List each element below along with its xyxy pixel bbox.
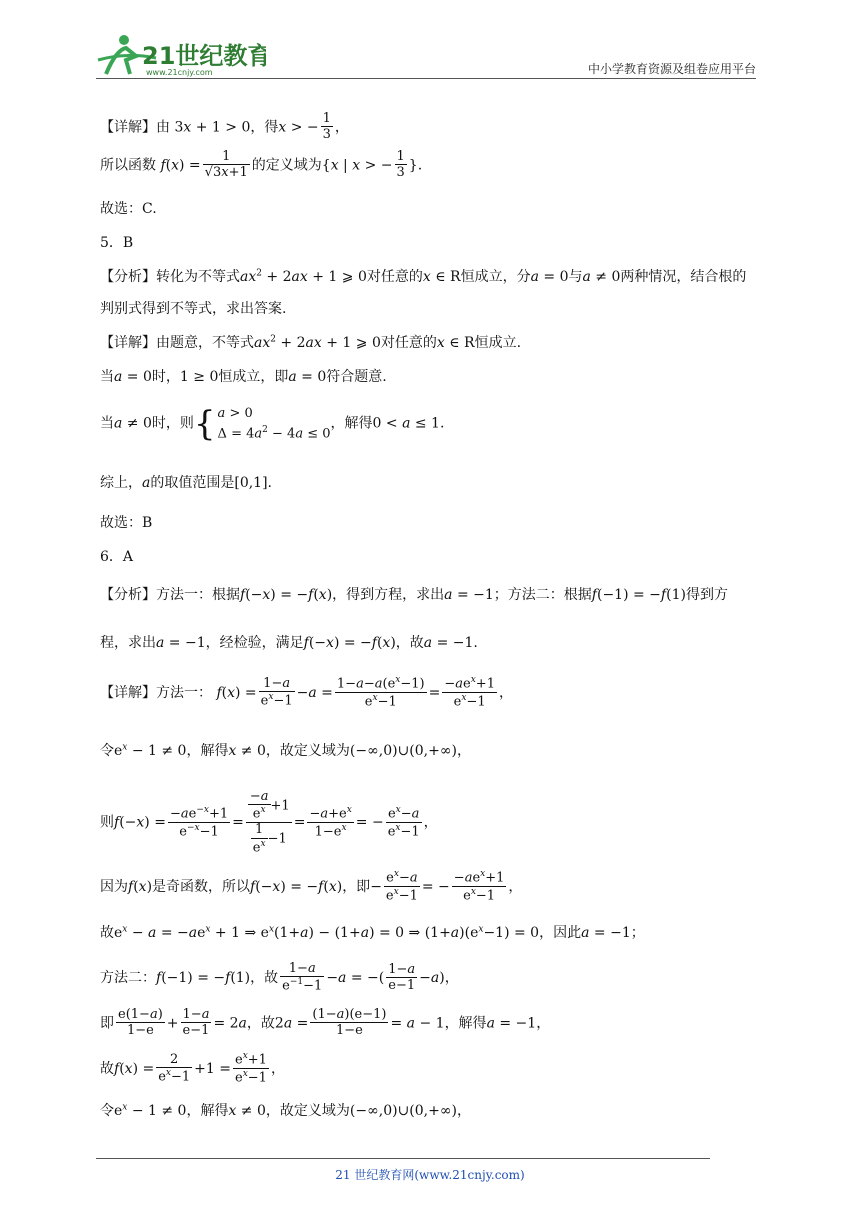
q6-f-neg-x: 则f(−x) = $\frac{-ae^{-x}+1}{e^{-x}-1}$ = $\frac{-a}{e^x}$ +1 $\frac{1}{e^x}$ −1 = $\frac{-a+e^x}{1-e^x}$ = − $\frac{e^x-a}{e^x-1}$ ， (100, 789, 438, 855)
q5-case-1: 当a = 0时，1 ≥ 0恒成立，即a = 0符合题意. (100, 369, 387, 385)
q6-analysis-line-1: 【分析】方法一：根据f(−x) = −f(x)，得到方程，求出a = −1；方法二：根据f(−1) = −f(1)得到方 (100, 587, 728, 603)
header-divider (96, 78, 756, 79)
site-logo (96, 30, 266, 78)
q6-equation: 即 $\frac{e(1-a)}{1-e}$ + $\frac{1-a}{e-1}$ = 2a，故2a = $\frac{(1-a)(e-1)}{1-e}$ = a − 1，解得a = −1， (100, 1007, 551, 1039)
svg-text:www.21cnjy.com: www.21cnjy.com (146, 68, 213, 77)
q6-method-1: 【详解】方法一： f(x) = $\frac{1-a}{e^x-1}$ −a = $\frac{1-a-a(e^x-1)}{e^x-1}$ = $\frac{-ae^x+1}{e^x-1}$ ， (100, 675, 513, 709)
footer-divider (96, 1158, 710, 1159)
q6-domain-1: 令$e^x - 1 \ne 0$，解得x ≠ 0，故定义域为(−∞,0)∪(0,+∞)， (100, 742, 471, 759)
choice-line-4: 故选：C. (100, 201, 157, 217)
q5-analysis-line-1: 【分析】转化为不等式$ax^2 + 2ax + 1$ ⩾ 0对任意的x ∈ R恒成立，分a = 0与a ≠ 0两种情况，结合根的 (100, 268, 747, 285)
q5-analysis-line-2: 判别式得到不等式，求出答案. (100, 301, 287, 317)
question-6-number: 6．A (100, 549, 134, 565)
q5-choice: 故选：B (100, 515, 153, 531)
header-platform-text: 中小学教育资源及组卷应用平台 (587, 62, 756, 76)
q6-analysis-line-2: 程，求出a = −1，经检验，满足f(−x) = −f(x)，故a = −1. (100, 635, 478, 651)
footer-link[interactable]: 21 世纪教育网(www.21cnjy.com) (335, 1168, 525, 1182)
q6-domain-2: 令$e^x - 1 \ne 0$，解得x ≠ 0，故定义域为(−∞,0)∪(0,+∞)， (100, 1102, 471, 1119)
q6-method-2: 方法二：f(−1) = −f(1)，故 $\frac{1-a}{e^{-1}-1}$ −a = −( $\frac{1-a}{e-1}$ −a)， (100, 961, 459, 994)
q5-summary: 综上，a的取值范围是[0,1]. (100, 475, 272, 491)
svg-text:21世纪教育: 21世纪教育 (142, 42, 266, 70)
q5-case-2: 当a ≠ 0时，则{ a > 0 $\Delta = 4a^2 - 4a \le 0$，解得0 < a ≤ 1. (100, 403, 445, 444)
q6-odd-function: 因为f(x)是奇函数，所以f(−x) = −f(x)，即− $\frac{e^x-a}{e^x-1}$ = − $\frac{-ae^x+1}{e^x-1}$ ， (100, 869, 523, 903)
detail-line-2: 所以函数 f(x) = $\frac{1}{√3x+1}$ 的定义域为{x | x > − $\frac{1}{3}$ }. (100, 149, 423, 181)
detail-line-1: 【详解】由 3x + 1 > 0，得x > − $\frac{1}{3}$ ， (100, 111, 349, 143)
question-5-number: 5．B (100, 235, 134, 251)
q6-f-expression: 故f(x) = $\frac{2}{e^x-1}$ +1 = $\frac{e^x+1}{e^x-1}$ ， (100, 1051, 285, 1085)
q5-detail-line: 【详解】由题意，不等式$ax^2 + 2ax + 1$ ⩾ 0对任意的x ∈ R恒成立. (100, 334, 522, 351)
q6-hence: 故$e^x - a = -ae^x + 1$ ⇒ $e^x(1+a) - (1+a) = 0$ ⇒ $(1+a)(e^x-1) = 0$，因此a = −1； (100, 924, 645, 941)
